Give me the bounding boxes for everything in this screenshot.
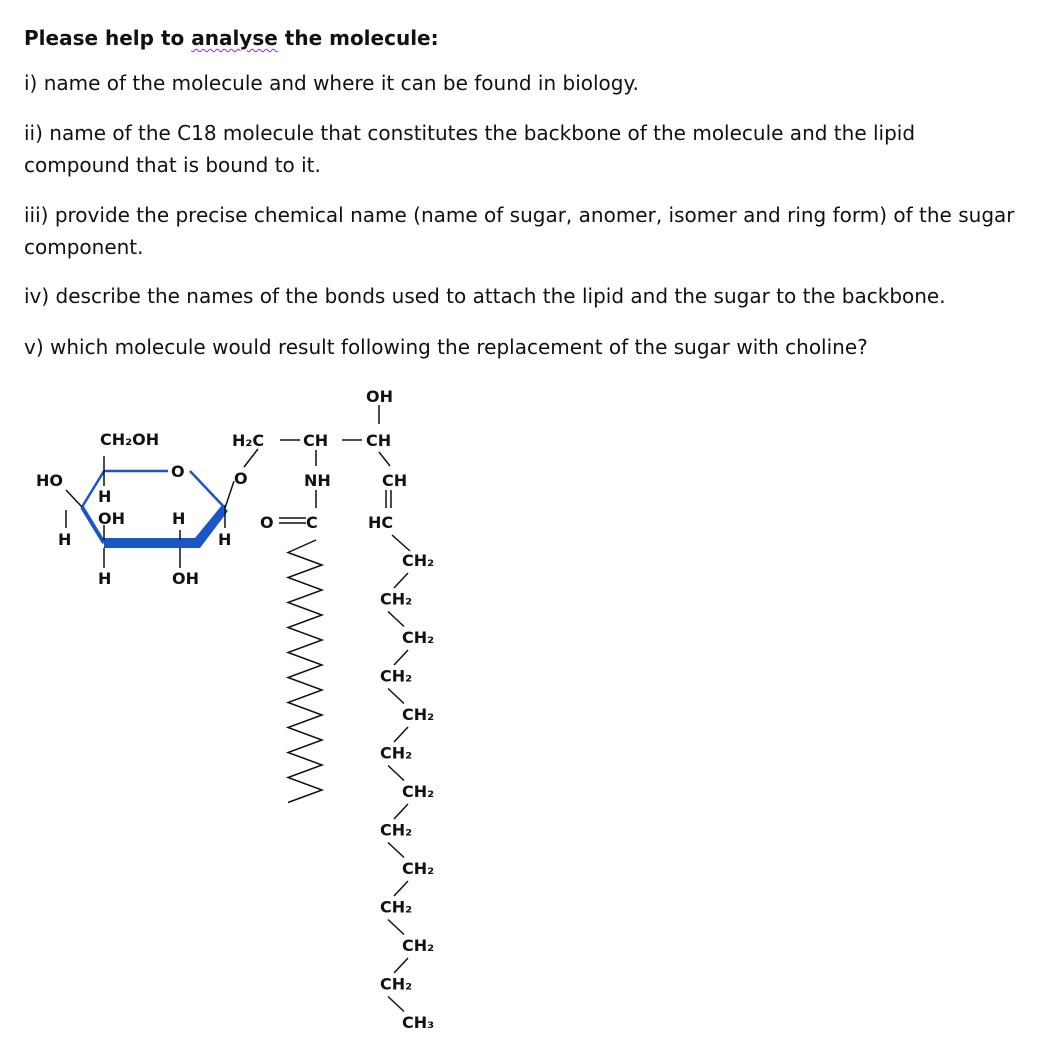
bond-hc-chain xyxy=(392,535,410,551)
chain-group-label: CH₂ xyxy=(380,820,413,840)
title-word-spellcheck: analyse xyxy=(191,26,278,50)
sugar-oh-upper-label: OH xyxy=(98,509,125,528)
bond-ch-alkene xyxy=(379,452,390,466)
sugar-ho-label: HO xyxy=(36,471,63,490)
question-item-4: iv) describe the names of the bonds used to attach the lipid and the sugar to the backbone. xyxy=(24,284,946,308)
chain-bond xyxy=(388,843,404,858)
chain-group-label: CH₂ xyxy=(402,859,435,878)
sugar-h-bottom-label: H xyxy=(98,569,112,588)
sugar-h-mid-label: H xyxy=(172,509,186,528)
alkene-ch-label: CH xyxy=(382,471,408,490)
chain-bond xyxy=(388,612,404,627)
chain-bond xyxy=(388,766,404,781)
question-item-3: iii) provide the precise chemical name (name of sugar, anomer, isomer and ring form) of the sugar component. xyxy=(24,203,1015,259)
sugar-ring-o-label: O xyxy=(171,462,185,481)
chain-bond xyxy=(394,804,408,819)
bond-c4-ho xyxy=(66,490,82,507)
chain-group-label: CH₂ xyxy=(402,782,435,801)
chain-group-label: CH₂ xyxy=(402,936,435,955)
amide-nh-label: NH xyxy=(304,471,331,490)
chain-bond xyxy=(388,920,404,935)
chain-bond xyxy=(394,573,408,588)
question-item-2: ii) name of the C18 molecule that constitutes the backbone of the molecule and the lipid compound that is bound to it. xyxy=(24,121,916,177)
backbone-ch-label: CH xyxy=(303,431,329,450)
sugar-h-left-label: H xyxy=(58,530,72,549)
sugar-substituent-bonds xyxy=(66,449,258,568)
backbone-oh-label: OH xyxy=(366,387,393,406)
chain-bond xyxy=(388,997,404,1012)
carbonyl-c-label: C xyxy=(306,513,318,532)
chain-group-label: CH₂ xyxy=(380,897,413,917)
bond-o-h2c xyxy=(244,449,258,467)
chain-bond xyxy=(388,689,404,704)
chain-group-label: CH₂ xyxy=(380,974,413,994)
sphingosine-chain xyxy=(380,551,434,1032)
sugar-oh-lower-label: OH xyxy=(172,569,199,588)
sugar-ch2oh-label: CH₂OH xyxy=(100,430,160,449)
chain-group-label: CH₂ xyxy=(380,666,413,686)
title-suffix: the molecule: xyxy=(277,26,439,50)
chain-group-label: CH₂ xyxy=(402,551,435,570)
sugar-h-right-label: H xyxy=(218,530,232,549)
chain-group-label: CH₂ xyxy=(402,705,435,724)
chain-group-label: CH₂ xyxy=(380,743,413,763)
backbone-h2c-label: H₂C xyxy=(232,431,265,450)
fatty-acid-chain xyxy=(288,540,322,803)
chain-group-label: CH₃ xyxy=(402,1013,435,1032)
ring-back-bond-right xyxy=(190,471,225,508)
alkene-hc-label: HC xyxy=(368,513,394,532)
glycosidic-o-label: O xyxy=(234,469,248,488)
question-item-1: i) name of the molecule and where it can be found in biology. xyxy=(24,71,639,95)
chain-group-label: CH₂ xyxy=(380,589,413,609)
question-item-5: v) which molecule would result following the replacement of the sugar with choline? xyxy=(24,335,868,359)
chain-group-label: CH₂ xyxy=(402,628,435,647)
backbone-ch-top-label: CH xyxy=(366,431,392,450)
chain-bond xyxy=(394,881,408,896)
chain-bond xyxy=(394,958,408,973)
chain-bond xyxy=(394,650,408,665)
bond-c1-o xyxy=(225,481,234,508)
chain-bond xyxy=(394,727,408,742)
sugar-h-label-top: H xyxy=(98,487,112,506)
title-prefix: Please help to xyxy=(24,26,192,50)
carbonyl-o-label: O xyxy=(260,513,274,532)
